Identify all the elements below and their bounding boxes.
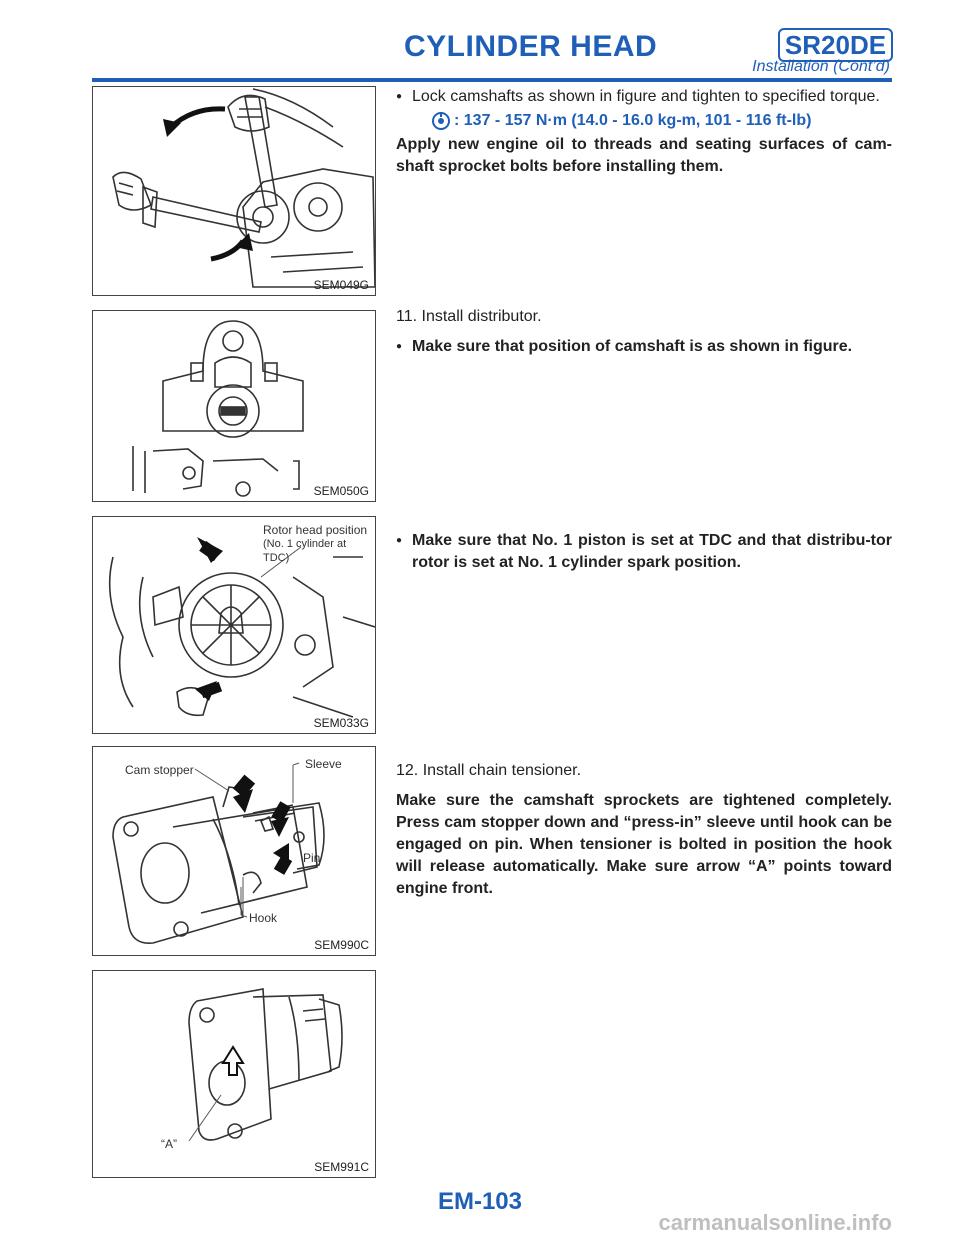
camshaft-position-text: Make sure that position of camshaft is as shown in figure. [412, 338, 853, 355]
watermark: carmanualsonline.info [658, 1210, 892, 1235]
tensioner-arrow-illustration [93, 971, 375, 1177]
sleeve-callout: Sleeve [305, 757, 342, 771]
figure-sem033g [92, 516, 376, 734]
arrow-a-callout: “A” [161, 1137, 177, 1151]
figure-id: SEM991C [314, 1160, 369, 1174]
torque-spec: : 137 - 157 N·m (14.0 - 16.0 kg-m, 101 - 116 ft-lb) [454, 112, 812, 129]
pin-callout: Pin [303, 851, 321, 865]
figure-sem049g [92, 86, 376, 296]
figure-sem050g [92, 310, 376, 502]
camshaft-lock-illustration [93, 87, 375, 295]
torque-wrench-icon [432, 112, 450, 130]
figure-id: SEM049G [313, 278, 369, 292]
tdc-check-block [396, 530, 892, 574]
bullet: ● [396, 91, 403, 102]
figure-sem990c [92, 746, 376, 956]
oil-note: Apply new engine oil to threads and seating surfaces of cam-shaft sprocket bolts before installing them. [396, 136, 892, 175]
chain-tensioner-block [396, 760, 892, 900]
install-distributor-block [396, 306, 892, 358]
figure-id: SEM033G [313, 716, 369, 730]
section-subtitle: Installation (Cont’d) [752, 58, 890, 75]
figure-id: SEM050G [313, 484, 369, 498]
page-number: EM-103 [437, 1188, 523, 1215]
lock-camshafts-block [396, 86, 892, 178]
lock-camshafts-text: Lock camshafts as shown in figure and tighten to specified torque. [412, 88, 880, 105]
rotor-callout-line1: Rotor head position [263, 523, 368, 537]
chain-tensioner-illustration [93, 747, 375, 955]
rotor-callout-line2: (No. 1 cylinder at TDC) [263, 538, 347, 564]
cam-stopper-callout: Cam stopper [125, 763, 194, 777]
step-12: 12. Install chain tensioner. [396, 762, 582, 779]
tdc-check-text: Make sure that No. 1 piston is set at TDC and that distribu-tor rotor is set at No. 1 cylinder spark position. [412, 532, 892, 571]
bullet: ● [396, 535, 403, 546]
distributor-camshaft-illustration [93, 311, 375, 501]
step-11: 11. Install distributor. [396, 308, 542, 325]
chain-tensioner-text: Make sure the camshaft sprockets are tightened completely. Press cam stopper down and “press-in” sleeve until hook can be engaged on pin. When tensioner is bolted in position the hook will release automatically. Make sure arrow “A” points toward engine front. [396, 792, 892, 897]
header-rule [92, 78, 892, 82]
engine-code-badge: SR20DE [778, 28, 893, 62]
bullet: ● [396, 341, 403, 352]
section-title: CYLINDER HEAD [404, 30, 658, 63]
hook-callout: Hook [249, 911, 278, 925]
figure-id: SEM990C [314, 938, 369, 952]
figure-sem991c [92, 970, 376, 1178]
